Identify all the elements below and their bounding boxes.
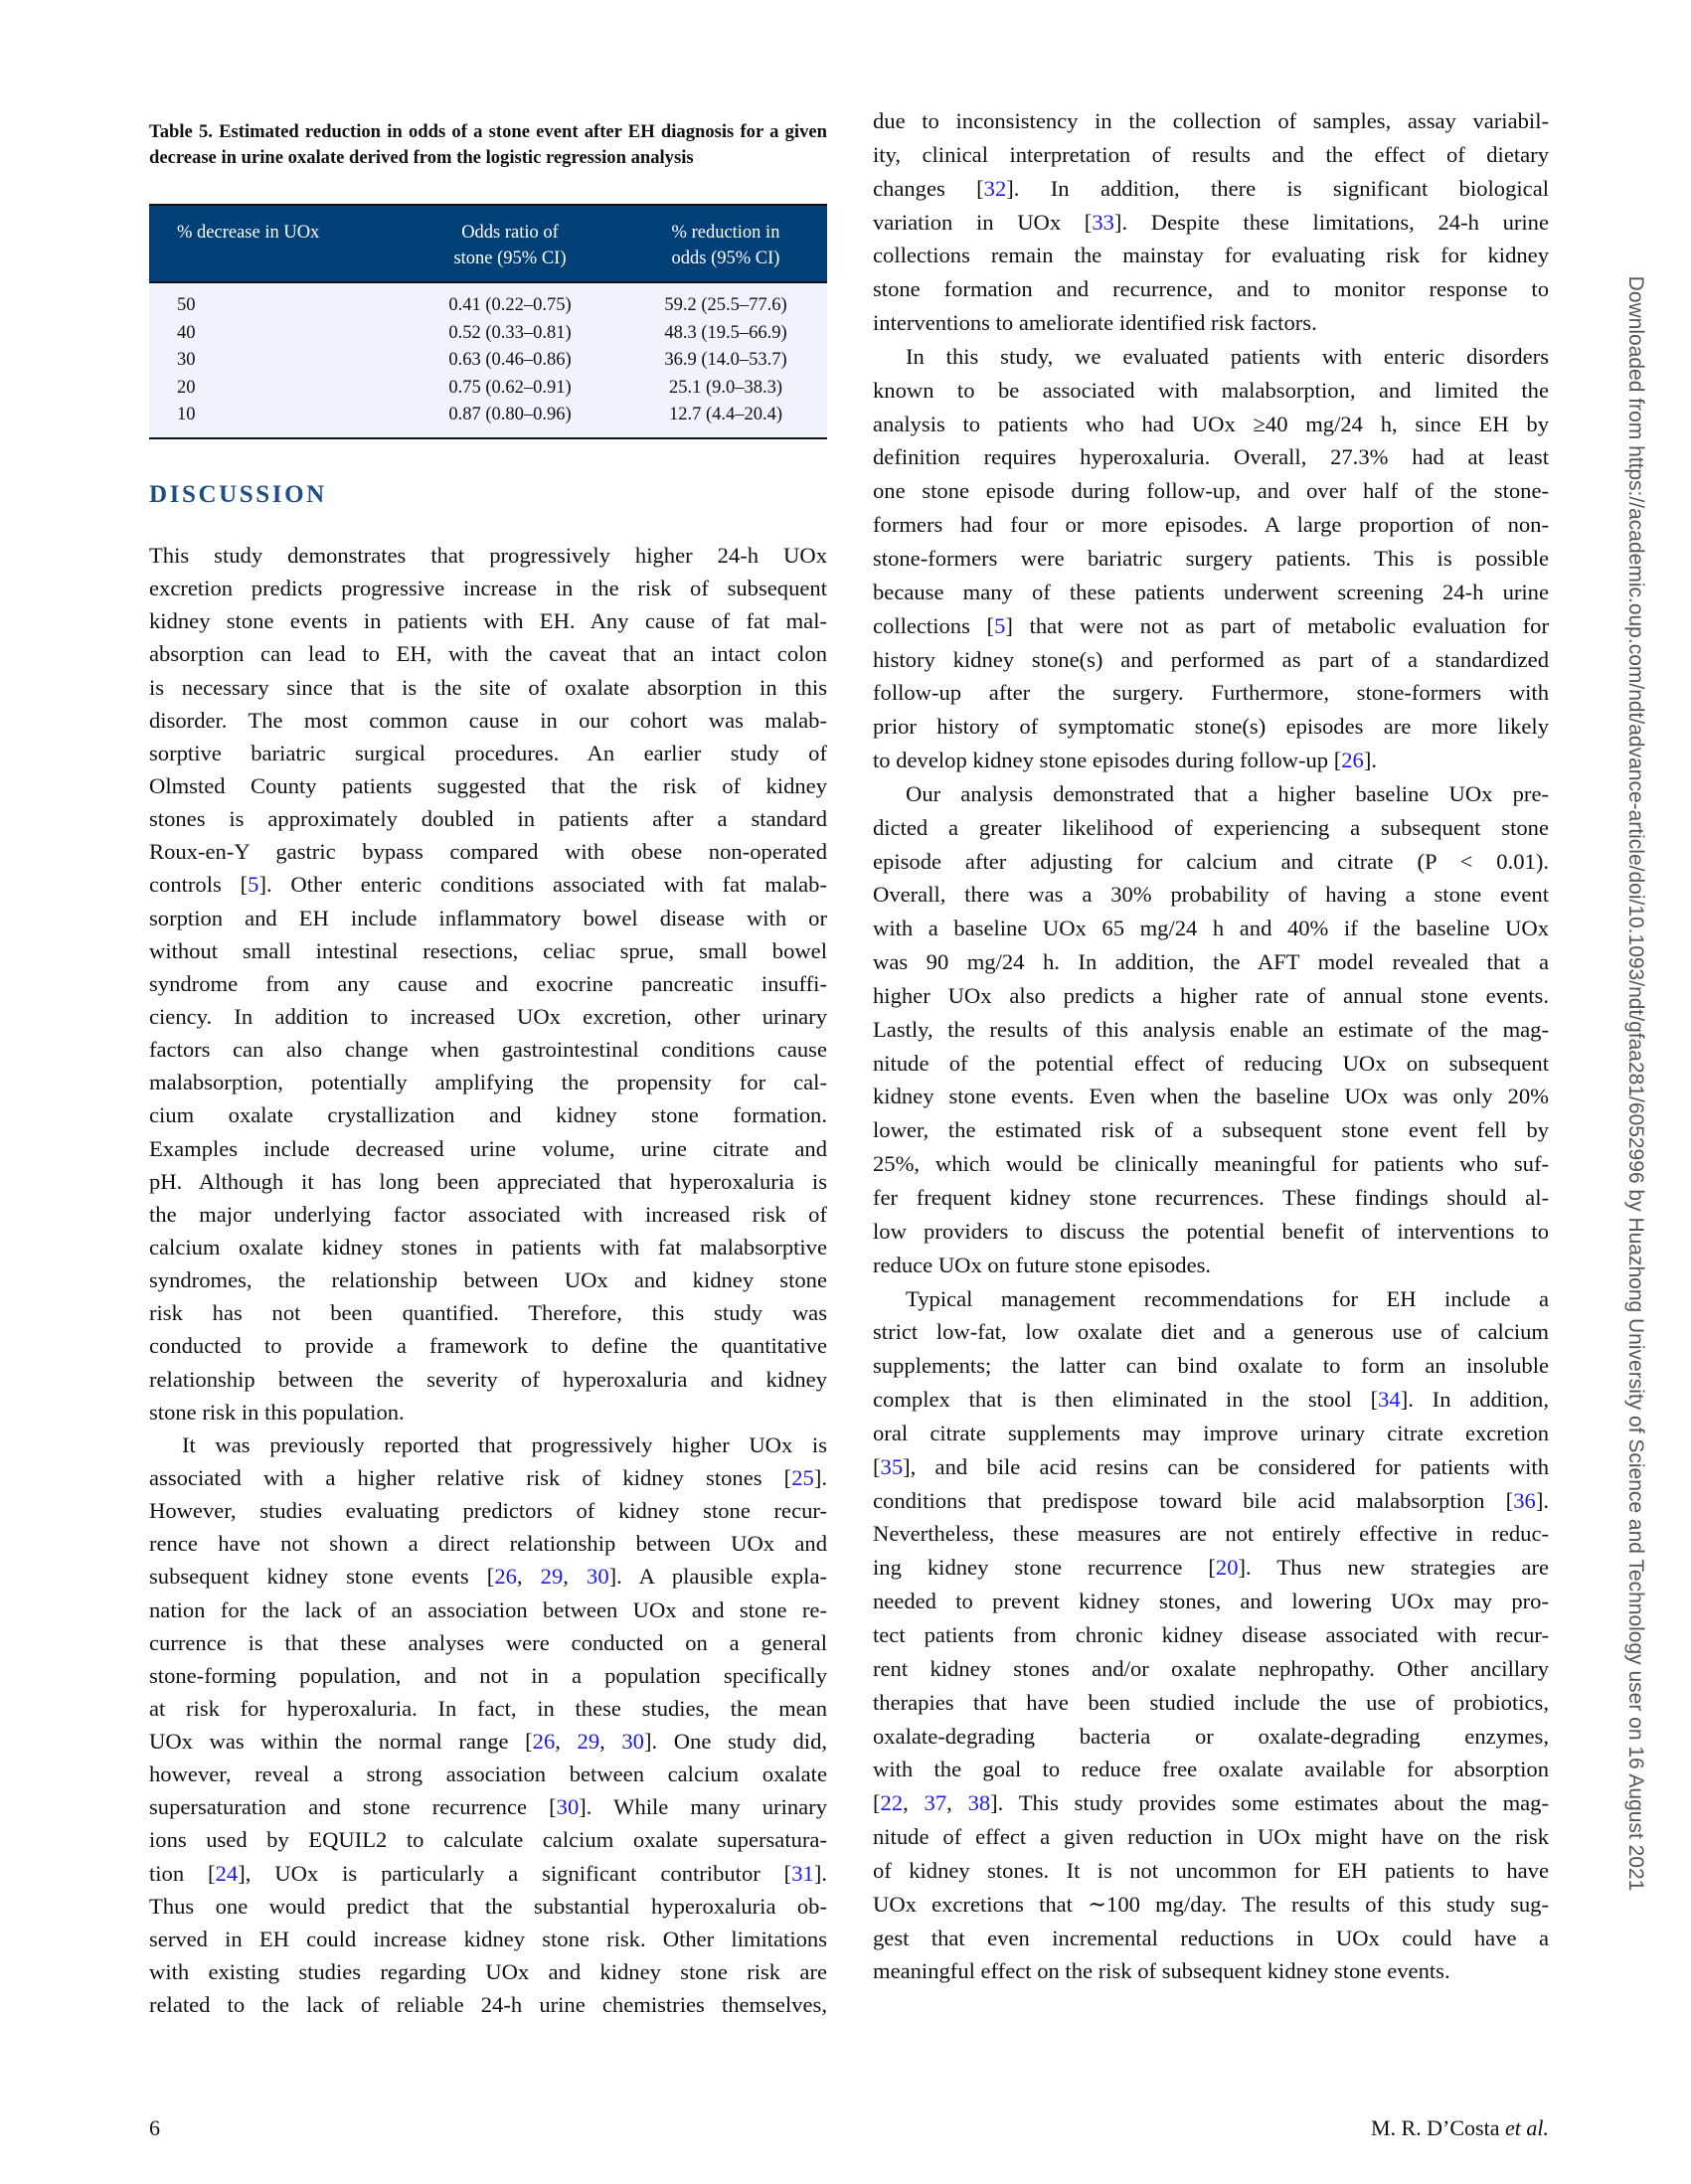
text-line: needed to prevent kidney stones, and lowering UOx may pro-	[873, 1589, 1549, 1614]
text-line: gest that even incremental reductions in UOx could have a	[873, 1925, 1549, 1950]
cell-reduction: 59.2 (25.5–77.6)	[664, 295, 787, 315]
text-line: supersaturation and stone recurrence [30]. While many urinary	[149, 1794, 827, 1820]
text-line: controls [5]. Other enteric conditions associated with fat malab-	[149, 872, 827, 898]
text-line: It was previously reported that progressively higher UOx is	[182, 1431, 827, 1457]
cell-reduction: 12.7 (4.4–20.4)	[668, 405, 783, 424]
text-line: Thus one would predict that the substantial hyperoxaluria ob-	[149, 1893, 827, 1919]
text-line: lower, the estimated risk of a subsequent stone event fell by	[873, 1117, 1549, 1143]
reference-link[interactable]: 31	[791, 1860, 814, 1886]
text-line: tion [24], UOx is particularly a significant contributor [31].	[149, 1860, 827, 1886]
text-line: collections [5] that were not as part of metabolic evaluation for	[873, 612, 1549, 638]
reference-link[interactable]: 37	[924, 1790, 947, 1816]
text-line: follow-up after the surgery. Furthermore, stone-formers with	[873, 680, 1549, 706]
text-line: of kidney stones. It is not uncommon for EH patients to have	[873, 1857, 1549, 1883]
text-line: tect patients from chronic kidney disease associated with recur-	[873, 1621, 1549, 1647]
text-line: conditions that predispose toward bile acid malabsorption [36].	[873, 1487, 1549, 1513]
text-line: variation in UOx [33]. Despite these limitations, 24-h urine	[873, 209, 1549, 235]
text-line: [35], and bile acid resins can be considered for patients with	[873, 1453, 1549, 1479]
header-line: Odds ratio of	[461, 223, 559, 243]
text-line: is necessary since that is the site of oxalate absorption in this	[149, 674, 827, 700]
text-line: stones is approximately doubled in patients after a standard	[149, 806, 827, 832]
text-line: pH. Although it has long been appreciated that hyperoxaluria is	[149, 1168, 827, 1194]
running-head	[1371, 2115, 1549, 2141]
text-line: malabsorption, potentially amplifying the propensity for cal-	[149, 1070, 827, 1095]
text-line: stone formation and recurrence, and to monitor response to	[873, 276, 1549, 302]
reference-link[interactable]: 5	[248, 872, 259, 898]
reference-link[interactable]: 22	[880, 1790, 904, 1816]
header-line: % decrease in UOx	[177, 223, 320, 243]
page-number: 6	[149, 2115, 160, 2140]
text-line: changes [32]. In addition, there is significant biological	[873, 175, 1549, 201]
cell-odds-ratio: 0.41 (0.22–0.75)	[448, 295, 572, 315]
reference-link[interactable]: 29	[577, 1729, 600, 1755]
text-line: rent kidney stones and/or oxalate nephropathy. Other ancillary	[873, 1655, 1549, 1681]
text-line: rence have not shown a direct relationship between UOx and	[149, 1531, 827, 1557]
reference-link[interactable]: 32	[983, 175, 1007, 201]
text-line: Typical management recommendations for EH include a	[906, 1285, 1549, 1311]
left-body-text	[149, 539, 827, 2021]
text-line: Olmsted County patients suggested that the risk of kidney	[149, 772, 827, 798]
cell-odds-ratio: 0.75 (0.62–0.91)	[448, 377, 572, 398]
text-line: ions used by EQUIL2 to calculate calcium oxalate supersatura-	[149, 1827, 827, 1853]
header-odds-ratio	[396, 205, 624, 282]
text-line: factors can also change when gastrointestinal conditions cause	[149, 1037, 827, 1063]
reference-link[interactable]: 20	[1215, 1555, 1239, 1581]
header-line: stone (95% CI)	[453, 249, 567, 268]
table-5	[149, 204, 827, 439]
text-line: Examples include decreased urine volume, urine citrate and	[149, 1135, 827, 1161]
text-line: relationship between the severity of hyperoxaluria and kidney	[149, 1366, 827, 1392]
odds-reduction-table	[149, 204, 827, 439]
text-line: to develop kidney stone episodes during follow-up [26].	[873, 748, 1378, 773]
header-line: % reduction in	[671, 223, 780, 243]
reference-link[interactable]: 36	[1513, 1487, 1536, 1513]
table-row	[149, 347, 827, 375]
text-line: stone-forming population, and not in a population specifically	[149, 1662, 827, 1688]
text-line: ity, clinical interpretation of results and the effect of dietary	[873, 141, 1549, 167]
text-line: currence is that these analyses were conducted on a general	[149, 1629, 827, 1655]
text-line: nitude of effect a given reduction in UOx might have on the risk	[873, 1824, 1549, 1850]
text-line: This study demonstrates that progressively higher 24-h UOx	[149, 543, 827, 568]
table-row	[149, 375, 827, 403]
text-line: at risk for hyperoxaluria. In fact, in these studies, the mean	[149, 1695, 827, 1721]
cell-decrease: 50	[177, 295, 196, 315]
text-line: absorption can lead to EH, with the caveat that an intact colon	[149, 641, 827, 667]
cell-decrease: 30	[177, 350, 196, 370]
text-line: calcium oxalate kidney stones in patients with fat malabsorptive	[149, 1234, 827, 1260]
header-reduction-odds	[624, 205, 827, 282]
text-line: history kidney stone(s) and performed as part of a standardized	[873, 646, 1549, 672]
text-line: episode after adjusting for calcium and citrate (P < 0.01).	[873, 848, 1549, 874]
reference-link[interactable]: 33	[1092, 209, 1114, 235]
reference-link[interactable]: 25	[791, 1464, 814, 1490]
table-row	[149, 320, 827, 348]
text-line: higher UOx also predicts a higher rate of annual stone events.	[873, 982, 1549, 1008]
section-heading-discussion: DISCUSSION	[149, 481, 327, 508]
text-line: ciency. In addition to increased UOx excretion, other urinary	[149, 1003, 827, 1029]
text-line: conducted to provide a framework to define the quantitative	[149, 1333, 827, 1359]
text-line: served in EH could increase kidney stone risk. Other limitations	[149, 1926, 827, 1951]
text-line: oxalate-degrading bacteria or oxalate-degrading enzymes,	[873, 1723, 1549, 1749]
text-line: In this study, we evaluated patients with enteric disorders	[906, 343, 1549, 369]
text-line: one stone episode during follow-up, and over half of the stone-	[873, 478, 1549, 504]
text-line: stone risk in this population.	[149, 1399, 405, 1425]
text-line: dicted a greater likelihood of experiencing a subsequent stone	[873, 814, 1549, 840]
text-line: however, reveal a strong association between calcium oxalate	[149, 1762, 827, 1787]
text-line: sorptive bariatric surgical procedures. An earlier study of	[149, 740, 827, 765]
reference-link[interactable]: 30	[587, 1564, 609, 1590]
text-line: 25%, which would be clinically meaningful for patients who suf-	[873, 1151, 1549, 1177]
text-line: due to inconsistency in the collection of samples, assay variabil-	[873, 108, 1549, 133]
text-line: was 90 mg/24 h. In addition, the AFT model revealed that a	[873, 949, 1549, 975]
reference-link[interactable]: 29	[540, 1564, 564, 1590]
reference-link[interactable]: 24	[215, 1860, 239, 1886]
text-line: prior history of symptomatic stone(s) episodes are more likely	[873, 714, 1549, 740]
text-line: with existing studies regarding UOx and kidney stone risk are	[149, 1959, 827, 1985]
text-line: Our analysis demonstrated that a higher baseline UOx pre-	[906, 780, 1549, 806]
text-line: with a baseline UOx 65 mg/24 h and 40% if the baseline UOx	[873, 916, 1549, 941]
text-line: risk has not been quantified. Therefore, this study was	[149, 1300, 827, 1326]
text-line: formers had four or more episodes. A large proportion of non-	[873, 512, 1549, 538]
table-caption: Table 5. Estimated reduction in odds of a stone event after EH diagnosis for a given decrease in urine oxalate derived from the logistic regression analysis	[149, 121, 827, 168]
text-line: low providers to discuss the potential benefit of interventions to	[873, 1218, 1549, 1244]
text-line: disorder. The most common cause in our cohort was malab-	[149, 707, 827, 733]
reference-link[interactable]: 26	[532, 1729, 556, 1755]
reference-link[interactable]: 38	[967, 1790, 991, 1816]
table-row	[149, 282, 827, 320]
text-line: with the goal to reduce free oxalate available for absorption	[873, 1757, 1549, 1782]
text-line: analysis to patients who had UOx ≥40 mg/24 h, since EH by	[873, 411, 1549, 436]
text-line: UOx was within the normal range [26, 29, 30]. One study did,	[149, 1729, 828, 1755]
text-line: without small intestinal resections, celiac sprue, small bowel	[149, 937, 827, 963]
cell-odds-ratio: 0.63 (0.46–0.86)	[448, 350, 572, 370]
text-line: subsequent kidney stone events [26, 29, 30]. A plausible expla-	[149, 1564, 827, 1590]
text-line: kidney stone events. Even when the baseline UOx was only 20%	[873, 1084, 1549, 1109]
reference-link[interactable]: 30	[556, 1794, 580, 1820]
text-line: fer frequent kidney stone recurrences. These findings should al-	[873, 1185, 1549, 1210]
right-body-text	[873, 104, 1549, 1988]
text-line: nitude of the potential effect of reducing UOx on subsequent	[873, 1050, 1549, 1076]
text-line: stone-formers were bariatric surgery patients. This is possible	[873, 545, 1549, 571]
text-line: cium oxalate crystallization and kidney stone formation.	[149, 1102, 827, 1128]
text-line: syndromes, the relationship between UOx and kidney stone	[149, 1267, 827, 1293]
text-line: Lastly, the results of this analysis enable an estimate of the mag-	[873, 1016, 1549, 1042]
reference-link[interactable]: 5	[994, 612, 1006, 638]
text-line: the major underlying factor associated with increased risk of	[149, 1201, 827, 1227]
text-line: meaningful effect on the risk of subsequent kidney stone events.	[873, 1958, 1450, 1984]
text-line: because many of these patients underwent screening 24-h urine	[873, 579, 1549, 604]
cell-reduction: 36.9 (14.0–53.7)	[664, 350, 787, 370]
text-line: interventions to ameliorate identified risk factors.	[873, 310, 1317, 336]
text-line: complex that is then eliminated in the stool [34]. In addition,	[873, 1387, 1549, 1413]
text-line: nation for the lack of an association between UOx and stone re-	[149, 1596, 827, 1622]
text-line: kidney stone events in patients with EH. Any cause of fat mal-	[149, 608, 827, 634]
header-decrease-uox	[149, 205, 396, 282]
text-line: associated with a higher relative risk of kidney stones [25].	[149, 1464, 827, 1490]
cell-reduction: 48.3 (19.5–66.9)	[664, 322, 787, 343]
table-header-row	[149, 205, 827, 282]
reference-link[interactable]: 30	[621, 1729, 644, 1755]
cell-reduction: 25.1 (9.0–38.3)	[668, 377, 783, 398]
text-line: Overall, there was a 30% probability of having a stone event	[873, 882, 1549, 908]
text-line: reduce UOx on future stone episodes.	[873, 1252, 1212, 1277]
text-line: Roux-en-Y gastric bypass compared with obese non-operated	[149, 839, 827, 865]
text-line: syndrome from any cause and exocrine pancreatic insuffi-	[149, 970, 827, 996]
text-line: strict low-fat, low oxalate diet and a generous use of calcium	[873, 1319, 1549, 1345]
header-line: odds (95% CI)	[671, 249, 780, 268]
cell-decrease: 10	[177, 405, 196, 424]
text-line: oral citrate supplements may improve urinary citrate excretion	[873, 1420, 1549, 1445]
running-head-etal: et al.	[1505, 2115, 1549, 2140]
reference-link[interactable]: 26	[494, 1564, 517, 1590]
cell-odds-ratio: 0.52 (0.33–0.81)	[448, 322, 572, 343]
cell-odds-ratio: 0.87 (0.80–0.96)	[448, 405, 572, 424]
text-line: therapies that have been studied include the use of probiotics,	[873, 1689, 1549, 1715]
reference-link[interactable]: 35	[880, 1453, 904, 1479]
reference-link[interactable]: 26	[1341, 748, 1364, 773]
text-line: definition requires hyperoxaluria. Overall, 27.3% had at least	[873, 444, 1549, 470]
text-line: UOx excretions that ∼100 mg/day. The results of this study sug-	[873, 1891, 1549, 1917]
text-line: However, studies evaluating predictors of kidney stone recur-	[149, 1498, 827, 1524]
running-head-authors: M. R. D’Costa	[1370, 2115, 1500, 2140]
text-line: related to the lack of reliable 24-h urine chemistries themselves,	[149, 1992, 827, 2018]
cell-decrease: 40	[177, 322, 196, 343]
text-line: sorption and EH include inflammatory bowel disease with or	[149, 905, 827, 930]
text-line: supplements; the latter can bind oxalate to form an insoluble	[873, 1353, 1549, 1379]
text-line: Nevertheless, these measures are not entirely effective in reduc-	[873, 1521, 1549, 1547]
text-line: known to be associated with malabsorption, and limited the	[873, 377, 1549, 403]
text-line: excretion predicts progressive increase in the risk of subsequent	[149, 576, 827, 601]
table-row	[149, 402, 827, 438]
text-line: ing kidney stone recurrence [20]. Thus new strategies are	[873, 1555, 1550, 1581]
text-line: [22, 37, 38]. This study provides some estimates about the mag-	[873, 1790, 1549, 1816]
text-line: collections remain the mainstay for evaluating risk for kidney	[873, 243, 1549, 268]
cell-decrease: 20	[177, 377, 196, 398]
download-watermark: Downloaded from https://academic.oup.com/ndt/advance-article/doi/10.1093/ndt/gfaa281/6052996 by Huazhong University of Science and Technology user on 16 August 2021	[1624, 275, 1647, 1892]
reference-link[interactable]: 34	[1378, 1387, 1401, 1413]
